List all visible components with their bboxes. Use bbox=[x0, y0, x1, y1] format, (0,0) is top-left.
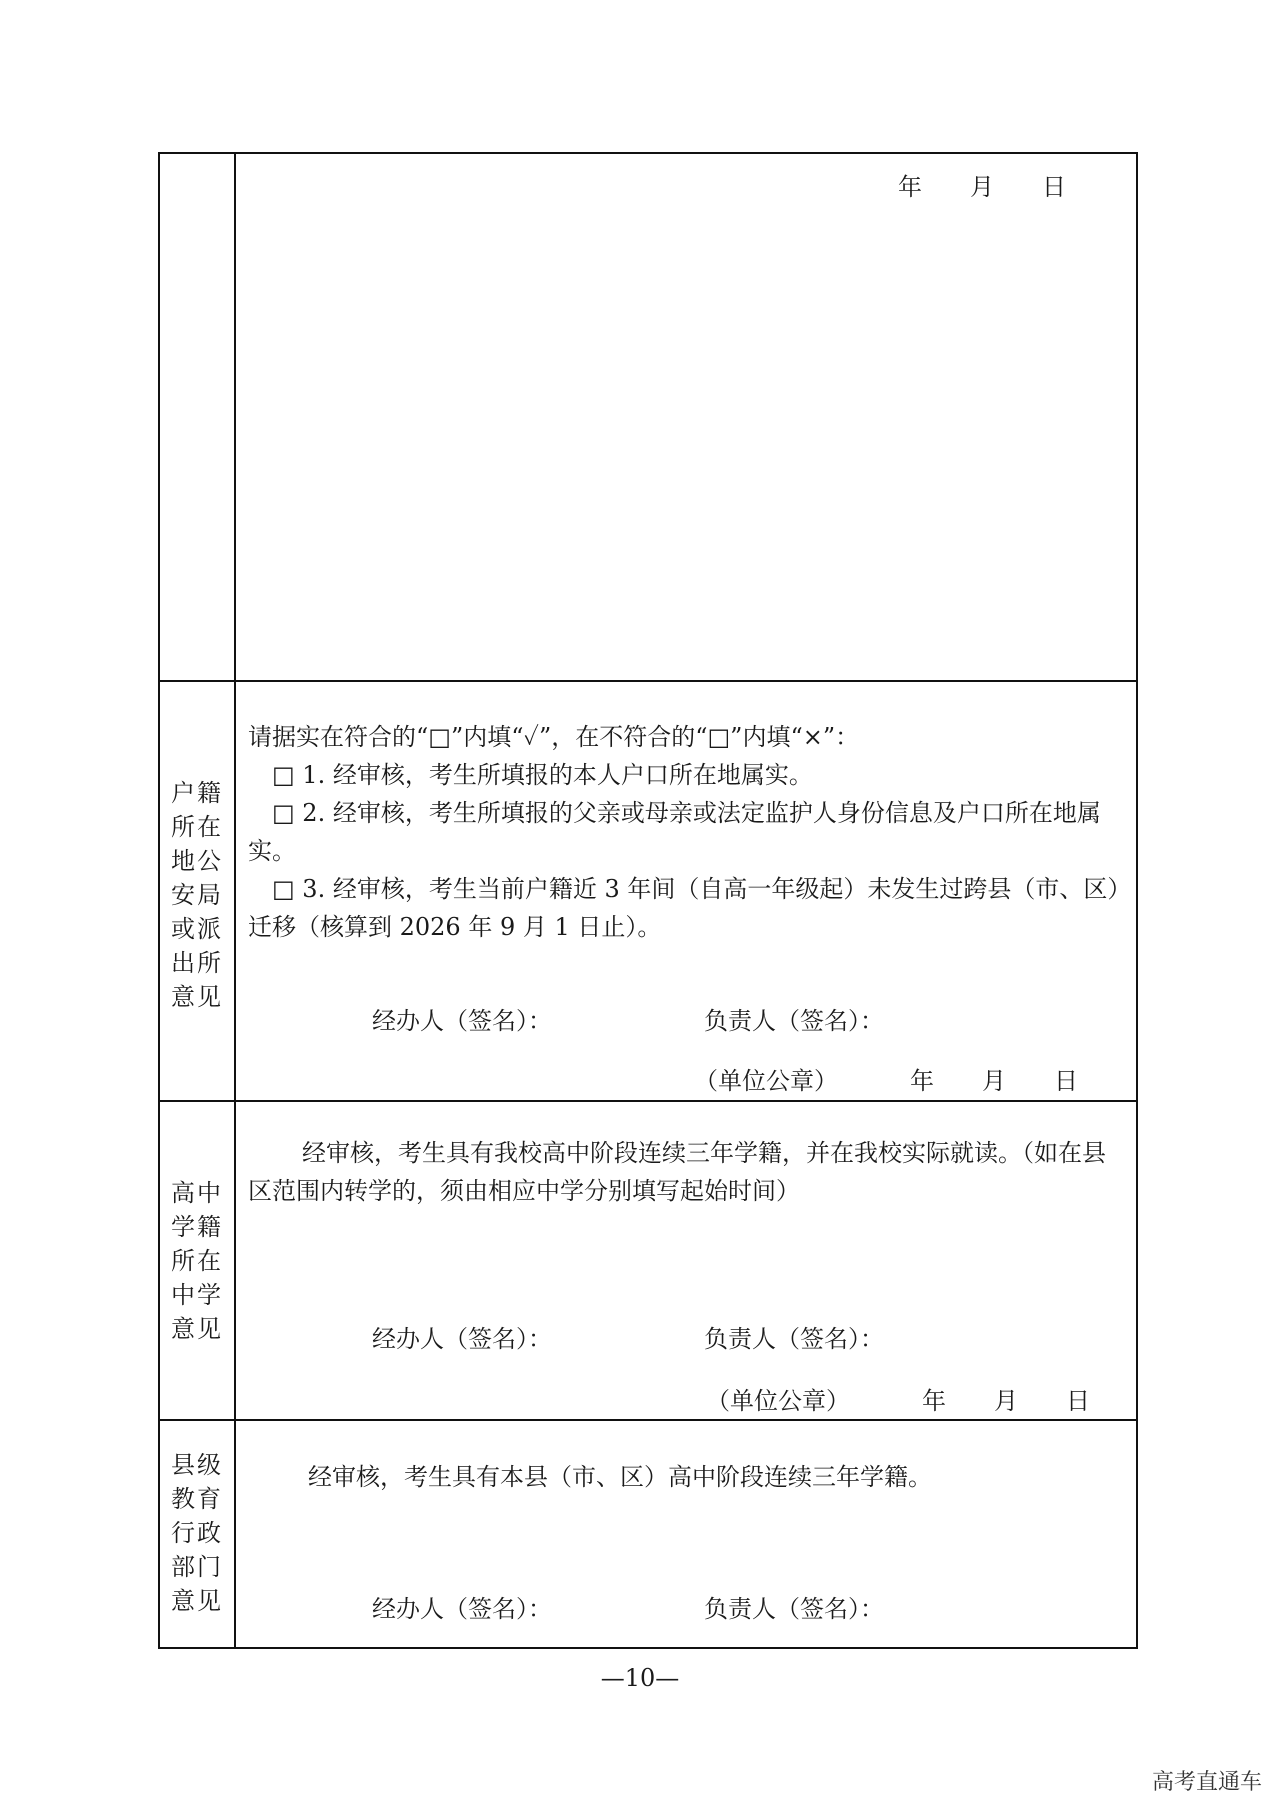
school-section-label: 高中 学籍 所在 中学 意见 bbox=[171, 1179, 223, 1343]
row-divider bbox=[160, 680, 1136, 682]
school-statement-line-1: 经审核，考生具有我校高中阶段连续三年学籍，并在我校实际就读。（如在县 bbox=[302, 1139, 1106, 1167]
row-divider bbox=[160, 1100, 1136, 1102]
column-divider bbox=[234, 154, 236, 1647]
hukou-item-1: □ 1. 经审核，考生所填报的本人户口所在地属实。 bbox=[272, 761, 813, 789]
hukou-handler-signature: 经办人（签名）： bbox=[372, 1007, 552, 1035]
watermark: 高考直通车 bbox=[1151, 1770, 1262, 1795]
hukou-section-label: 户籍 所在 地公 安局 或派 出所 意见 bbox=[171, 779, 223, 1011]
page-number: —10— bbox=[600, 1664, 680, 1692]
school-date: 年 月 日 bbox=[922, 1387, 1090, 1415]
hukou-seal: （单位公章） bbox=[694, 1067, 838, 1095]
hukou-item-2-line-2: 实。 bbox=[248, 837, 296, 865]
form-table bbox=[158, 152, 1138, 1649]
school-leader-signature: 负责人（签名）： bbox=[704, 1325, 884, 1353]
hukou-date: 年 月 日 bbox=[910, 1067, 1078, 1095]
county-statement: 经审核，考生具有本县（市、区）高中阶段连续三年学籍。 bbox=[308, 1463, 932, 1491]
hukou-instruction: 请据实在符合的“□”内填“✓”，在不符合的“□”内填“×”： bbox=[248, 723, 860, 751]
county-leader-signature: 负责人（签名）： bbox=[704, 1595, 884, 1623]
school-seal: （单位公章） bbox=[706, 1387, 850, 1415]
hukou-leader-signature: 负责人（签名）： bbox=[704, 1007, 884, 1035]
school-handler-signature: 经办人（签名）： bbox=[372, 1325, 552, 1353]
school-statement-line-2: 区范围内转学的，须由相应中学分别填写起始时间） bbox=[248, 1177, 800, 1205]
top-date-line: 年 月 日 bbox=[898, 173, 1066, 201]
hukou-item-2-line-1: □ 2. 经审核，考生所填报的父亲或母亲或法定监护人身份信息及户口所在地属 bbox=[272, 799, 1101, 827]
county-handler-signature: 经办人（签名）： bbox=[372, 1595, 552, 1623]
county-section-label: 县级 教育 行政 部门 意见 bbox=[171, 1451, 223, 1615]
hukou-item-3-line-2: 迁移（核算到 2026 年 9 月 1 日止）。 bbox=[248, 913, 662, 941]
hukou-item-3-line-1: □ 3. 经审核，考生当前户籍近 3 年间（自高一年级起）未发生过跨县（市、区） bbox=[272, 875, 1132, 903]
